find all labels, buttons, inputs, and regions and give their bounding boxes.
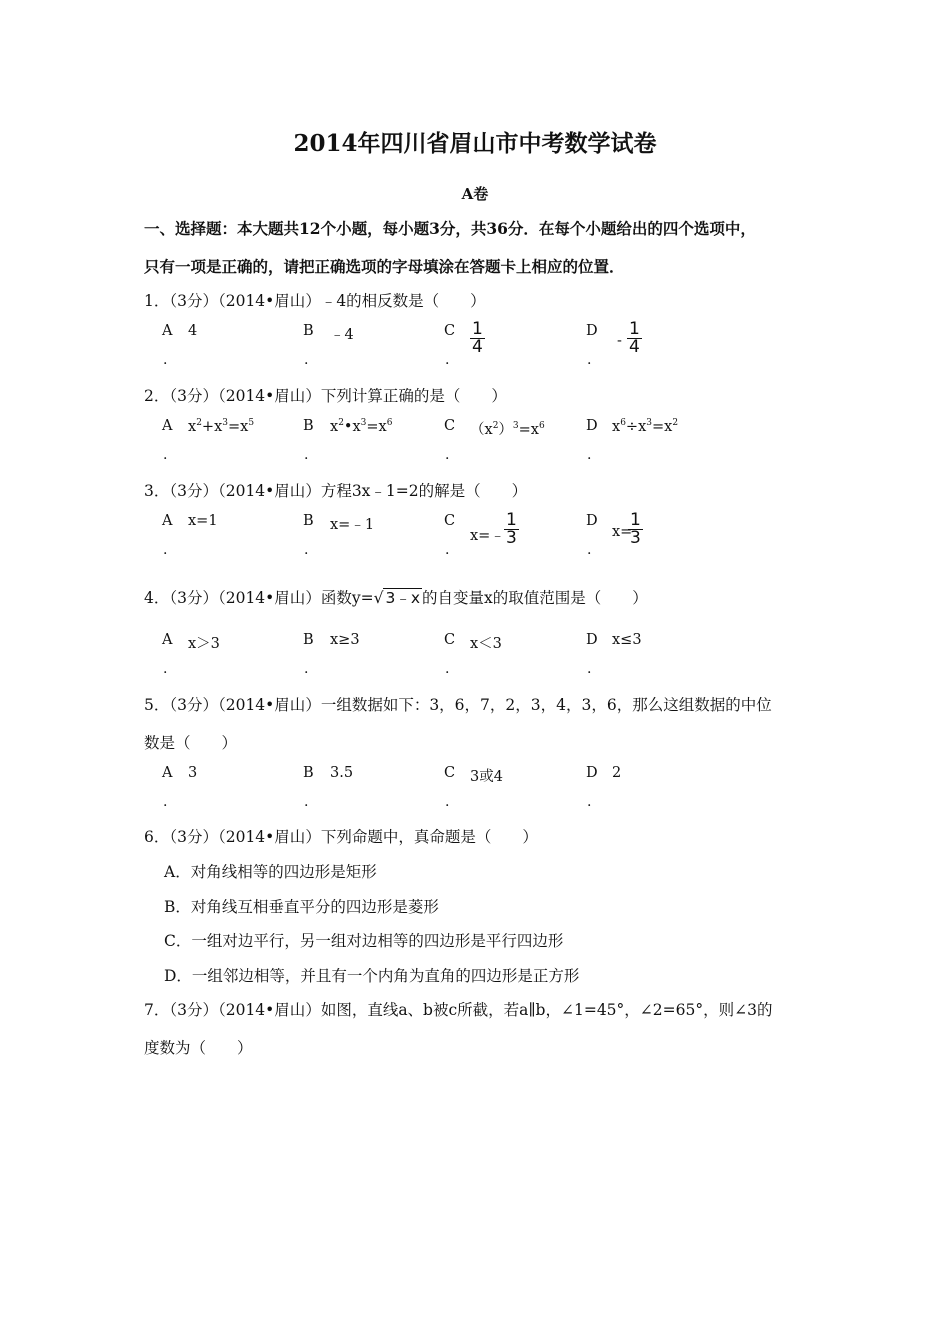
- expr-part: +x: [201, 418, 223, 435]
- expr-part: x: [188, 418, 197, 435]
- fraction-numerator: 1: [630, 510, 641, 530]
- expr-part: （x: [470, 422, 493, 438]
- exponent: 5: [248, 418, 255, 428]
- radicand: 3﹣x: [385, 589, 421, 607]
- expr-part: x: [330, 418, 339, 435]
- expr-part: =x: [227, 418, 249, 435]
- option-c-expression: [470, 418, 545, 439]
- option-dot: .: [163, 794, 168, 810]
- option-a-value: 3: [188, 765, 198, 781]
- question-3-stem: 3．（3分）（2014•眉山）方程3x﹣1=2的解是（ ）: [144, 482, 528, 500]
- option-d-sign: -: [617, 333, 622, 349]
- option-a-expression: [188, 418, 254, 435]
- fraction-denominator: 3: [506, 528, 517, 548]
- option-label-c: C: [444, 765, 456, 781]
- option-dot: .: [445, 447, 450, 463]
- question-6-option-a: A．对角线相等的四边形是矩形: [164, 863, 377, 881]
- exponent: 3: [360, 418, 367, 428]
- option-a-value: x＞3: [188, 636, 220, 652]
- option-label-b: B: [303, 323, 314, 339]
- expr-part: =x: [651, 418, 673, 435]
- option-label-c: C: [444, 513, 456, 529]
- option-c-fraction: [504, 512, 519, 547]
- question-6-option-d: D．一组邻边相等，并且有一个内角为直角的四边形是正方形: [164, 967, 580, 985]
- option-d-value: 2: [612, 765, 622, 781]
- option-b-value: ﹣4: [330, 327, 354, 343]
- question-7-stem-line2: 度数为（ ）: [144, 1039, 253, 1057]
- option-dot: .: [304, 447, 309, 463]
- option-dot: .: [445, 661, 450, 677]
- option-dot: .: [587, 352, 592, 368]
- option-b-value: 3.5: [330, 765, 354, 781]
- option-d-expression: [612, 418, 678, 435]
- fraction-denominator: 4: [472, 337, 483, 357]
- fraction-numerator: 1: [472, 319, 483, 339]
- expr-part: •x: [343, 418, 361, 435]
- option-label-b: B: [303, 632, 314, 648]
- option-label-b: B: [303, 513, 314, 529]
- question-7-stem-line1: 7．（3分）（2014•眉山）如图，直线a、b被c所截，若a∥b，∠1=45°，∠2=65°，则∠3的: [144, 1001, 773, 1019]
- expr-part: x: [612, 418, 621, 435]
- exponent: 3: [222, 418, 228, 428]
- option-label-b: B: [303, 765, 314, 781]
- option-dot: .: [163, 447, 168, 463]
- expr-part: ）: [498, 422, 513, 438]
- option-dot: .: [445, 794, 450, 810]
- exponent: 6: [538, 421, 545, 432]
- exponent: 2: [338, 418, 344, 428]
- option-a-value: x=1: [188, 513, 218, 529]
- option-label-a: A: [162, 765, 173, 781]
- exponent: 2: [196, 418, 202, 428]
- option-a-value: 4: [188, 323, 198, 339]
- expr-part: =x: [366, 418, 387, 435]
- function-name: y=: [351, 589, 374, 607]
- question-2-stem: 2．（3分）（2014•眉山）下列计算正确的是（ ）: [144, 387, 507, 405]
- option-label-a: A: [162, 513, 173, 529]
- option-label-d: D: [586, 513, 598, 529]
- option-label-c: C: [444, 418, 456, 434]
- stem-text: 的自变量x的取值范围是（ ）: [422, 589, 648, 607]
- fraction-numerator: 1: [629, 319, 640, 339]
- option-dot: .: [587, 794, 592, 810]
- page-title: 2014年四川省眉山市中考数学试卷: [293, 130, 657, 157]
- question-6-option-c: C．一组对边平行，另一组对边相等的四边形是平行四边形: [164, 932, 564, 950]
- fraction-denominator: 3: [630, 528, 641, 548]
- option-label-a: A: [162, 632, 173, 648]
- option-label-c: C: [444, 632, 456, 648]
- exponent: 2: [672, 418, 679, 428]
- option-d-fraction: [628, 512, 643, 547]
- option-d-prefix: x=: [612, 524, 633, 540]
- fraction-numerator: 1: [506, 510, 517, 530]
- option-dot: .: [163, 661, 168, 677]
- exponent: 3: [512, 421, 519, 432]
- option-c-value: x＜3: [470, 636, 502, 652]
- option-label-d: D: [586, 632, 598, 648]
- fraction-denominator: 4: [629, 337, 640, 357]
- option-dot: .: [587, 447, 592, 463]
- option-c-prefix: x=﹣: [470, 528, 505, 544]
- option-b-value: x≥3: [330, 632, 360, 648]
- option-d-fraction: [627, 321, 642, 356]
- exponent: 6: [620, 418, 626, 428]
- option-label-d: D: [586, 323, 598, 339]
- question-1-stem: 1．（3分）（2014•眉山）﹣4的相反数是（ ）: [144, 292, 486, 310]
- option-dot: .: [304, 661, 309, 677]
- question-6-option-b: B．对角线互相垂直平分的四边形是菱形: [164, 898, 439, 916]
- option-label-d: D: [586, 765, 598, 781]
- exponent: 6: [386, 418, 393, 428]
- option-b-expression: [330, 418, 392, 435]
- stem-text: 4．（3分）（2014•眉山）函数: [144, 589, 352, 607]
- option-b-value: x=﹣1: [330, 517, 375, 533]
- section-instructions-line2: 只有一项是正确的，请把正确选项的字母填涂在答题卡上相应的位置．: [144, 257, 625, 276]
- option-dot: .: [587, 542, 592, 558]
- option-dot: .: [163, 542, 168, 558]
- section-subtitle: A卷: [461, 185, 489, 203]
- question-4-stem: [144, 586, 648, 608]
- option-dot: .: [445, 352, 450, 368]
- option-dot: .: [304, 542, 309, 558]
- option-dot: .: [587, 661, 592, 677]
- expr-part: =x: [518, 422, 539, 438]
- question-6-stem: 6．（3分）（2014•眉山）下列命题中，真命题是（ ）: [144, 828, 538, 846]
- option-dot: .: [163, 352, 168, 368]
- radical-sign: √: [373, 589, 384, 607]
- expr-part: ÷x: [625, 418, 647, 435]
- exponent: 3: [646, 418, 652, 428]
- option-label-b: B: [303, 418, 314, 434]
- option-label-a: A: [162, 418, 173, 434]
- exponent: 2: [492, 421, 499, 432]
- option-c-fraction: [470, 321, 485, 356]
- question-5-stem-line2: 数是（ ）: [144, 734, 238, 752]
- option-label-c: C: [444, 323, 456, 339]
- option-dot: .: [304, 352, 309, 368]
- option-label-a: A: [162, 323, 173, 339]
- question-5-stem-line1: 5．（3分）（2014•眉山）一组数据如下：3，6，7，2，3，4，3，6，那么这组数据的中位: [144, 696, 772, 714]
- option-c-value: 3或4: [470, 769, 503, 785]
- option-dot: .: [445, 542, 450, 558]
- option-label-d: D: [586, 418, 598, 434]
- option-d-value: x≤3: [612, 632, 642, 648]
- square-root: [374, 586, 422, 608]
- section-instructions-line1: 一、选择题：本大题共12个小题，每小题3分，共36分．在每个小题给出的四个选项中，: [144, 219, 756, 238]
- option-dot: .: [304, 794, 309, 810]
